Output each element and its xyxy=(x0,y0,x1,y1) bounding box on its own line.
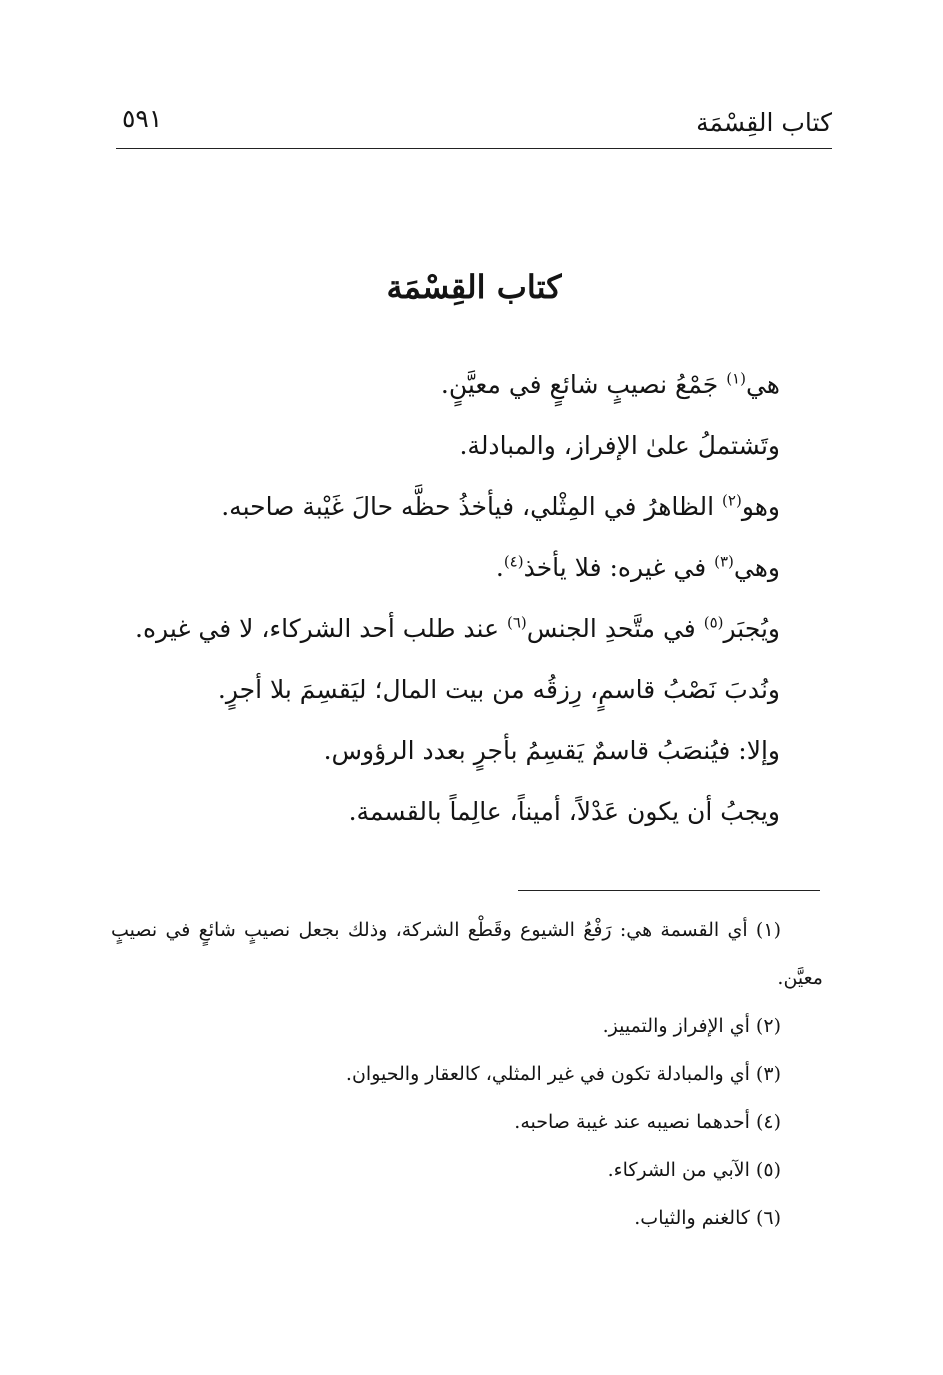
text-span: عند طلب أحد الشركاء، لا في غيره. xyxy=(135,614,507,643)
text-span: هي xyxy=(745,370,780,399)
text-span: ويُجبَر xyxy=(723,614,780,643)
text-line-3 xyxy=(120,476,780,537)
main-text xyxy=(120,354,780,842)
footnote-marker-1: (١) xyxy=(726,369,746,388)
page-number: ٥٩١ xyxy=(122,104,163,133)
footnote-5: (٥) الآبي من الشركاء. xyxy=(607,1159,781,1181)
footnote-marker-4: (٤) xyxy=(503,552,524,571)
footnote-marker-2: (٢) xyxy=(722,491,742,510)
text-span: الظاهرُ في المِثْلي، فيأخذُ حظَّه حالَ غَيْبة صاحبه. xyxy=(221,492,723,521)
footnote-6: (٦) كالغنم والثياب. xyxy=(634,1207,781,1229)
text-line-7: وإلا: فيُنصَبُ قاسمٌ يَقسِمُ بأجرٍ بعدد الرؤوس. xyxy=(323,736,780,765)
text-span: وهو xyxy=(741,492,780,521)
text-span: وهي xyxy=(733,553,780,582)
text-line-2: وتَشتملُ علىٰ الإفراز، والمبادلة. xyxy=(459,431,780,460)
footnote-3: (٣) أي والمبادلة تكون في غير المثلي، كالعقار والحيوان. xyxy=(345,1063,781,1085)
footnote-1: (١) أي القسمة هي: رَفْعُ الشيوع وقَطْع الشركة، وذلك بجعل نصيبٍ شائعٍ في نصيبٍ معيَّن. xyxy=(111,919,823,989)
running-header xyxy=(116,96,832,149)
text-span: في غيره: فلا يأخذ xyxy=(523,553,715,582)
text-line-8: ويجبُ أن يكون عَدْلاً، أميناً، عالِماً بالقسمة. xyxy=(348,797,780,826)
text-line-1 xyxy=(120,354,780,415)
text-span: جَمْعُ نصيبٍ شائعٍ في معيَّنٍ. xyxy=(440,370,727,399)
chapter-title: كتاب القِسْمَة xyxy=(386,268,562,306)
footnotes xyxy=(111,906,823,1242)
footnote-marker-6: (٦) xyxy=(506,613,527,632)
text-line-4 xyxy=(120,537,780,598)
footnote-4: (٤) أحدهما نصيبه عند غيبة صاحبه. xyxy=(514,1111,781,1133)
running-title: كتاب القِسْمَة xyxy=(696,108,832,137)
footnote-separator xyxy=(518,890,820,891)
text-line-5 xyxy=(120,598,780,659)
footnote-marker-3: (٣) xyxy=(714,552,734,571)
text-line-6: ونُدبَ نَصْبُ قاسمٍ، رِزقُه من بيت المال؛ ليَقسِمَ بلا أجرٍ. xyxy=(217,675,780,704)
text-span: . xyxy=(495,553,504,582)
footnote-2: (٢) أي الإفراز والتمييز. xyxy=(602,1015,781,1037)
text-span: في متَّحدِ الجنس xyxy=(526,614,704,643)
footnote-marker-5: (٥) xyxy=(703,613,724,632)
